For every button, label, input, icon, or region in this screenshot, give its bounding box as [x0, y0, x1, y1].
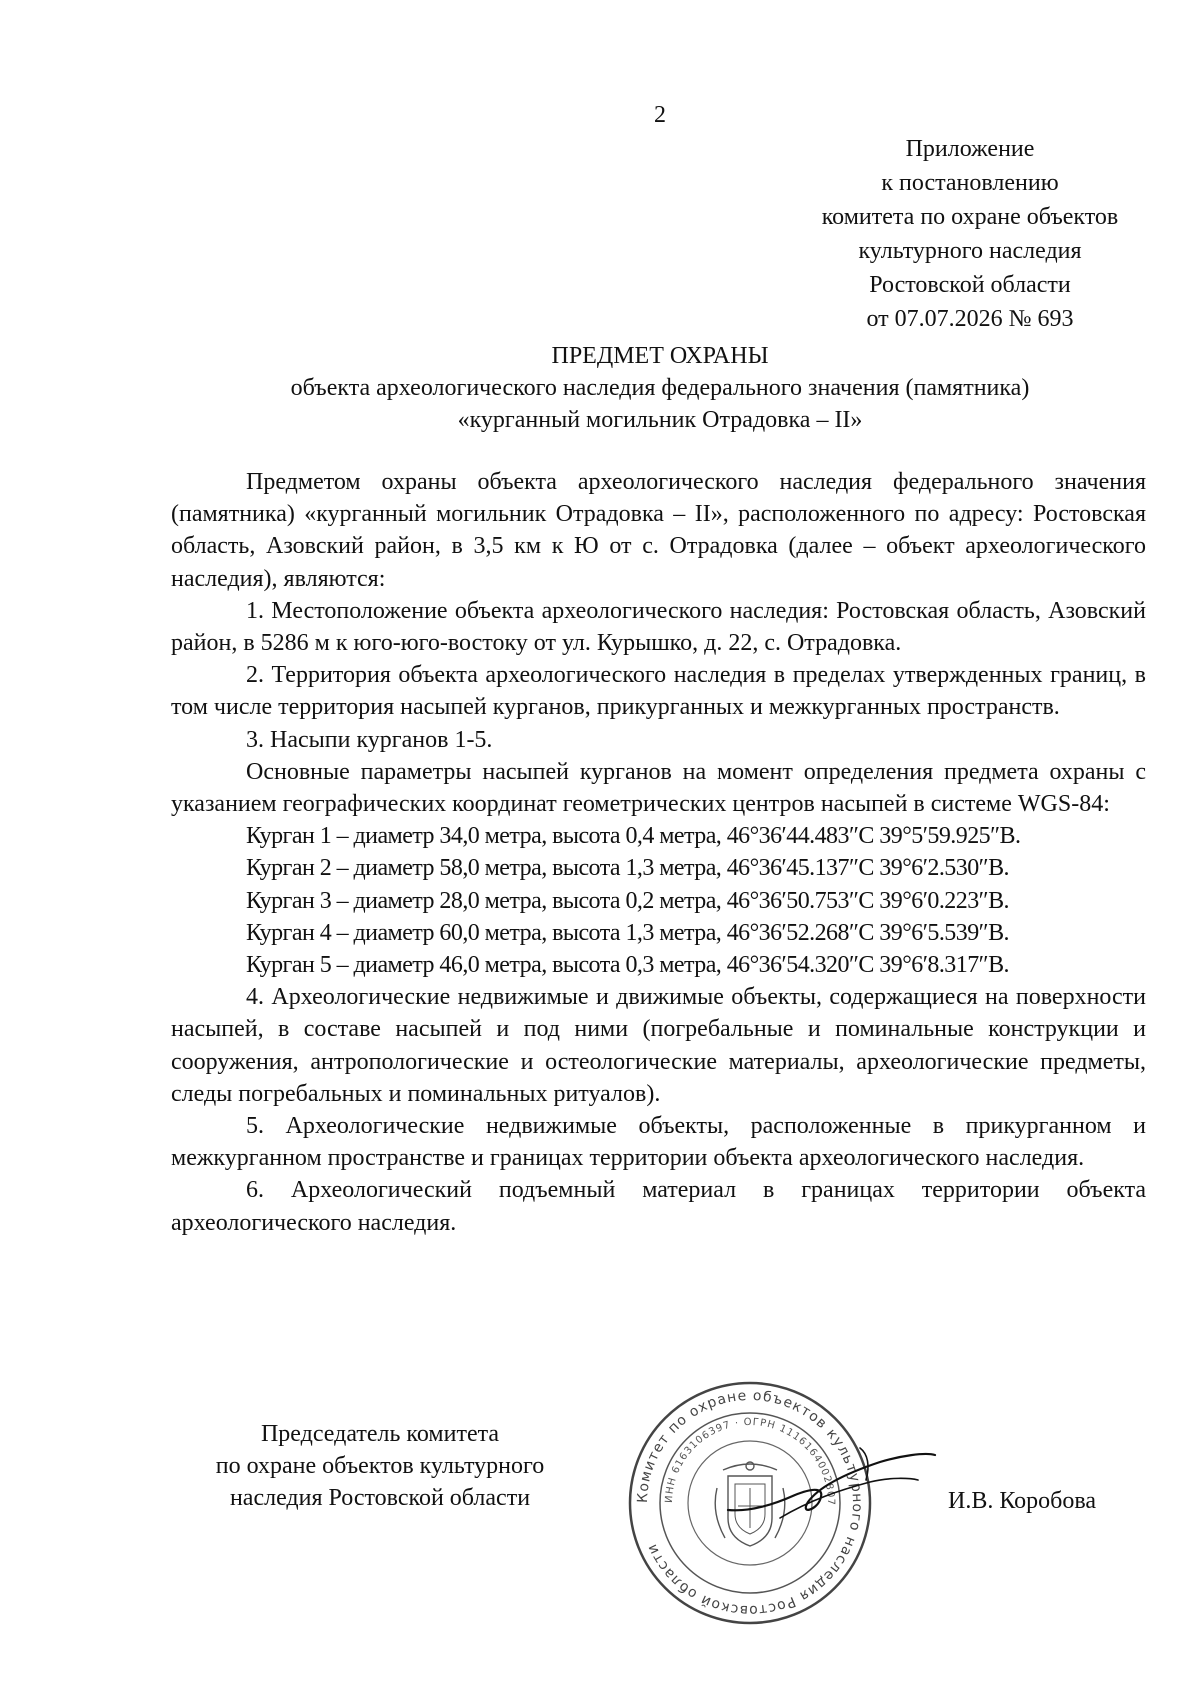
- item-5-objects: 5. Археологические недвижимые объекты, расположенные в прикурганном и межкурганном пространстве и границах территории объекта археологического наследия.: [171, 1113, 1146, 1172]
- page-number: 2: [654, 102, 666, 128]
- signatory-position-line: по охране объектов культурного: [215, 1453, 545, 1479]
- item-3-mounds: 3. Насыпи курганов 1-5.: [246, 726, 493, 753]
- intro-paragraph: Предметом охраны объекта археологического наследия федерального значения (памятника) «курганный могильник Отрадовка – II», расположенного по адресу: Ростовская область, Азовский район, в 3,5 км к Ю от с. Отрадовка (далее – объект археологического наследия), являются:: [171, 469, 1146, 592]
- kurgan-3-line: Курган 3 – диаметр 28,0 метра, высота 0,2 метра, 46°36′50.753″С 39°6′0.223″В.: [246, 887, 1009, 914]
- kurgan-4-line: Курган 4 – диаметр 60,0 метра, высота 1,3 метра, 46°36′52.268″С 39°6′5.539″В.: [246, 919, 1009, 946]
- kurgan-2-line: Курган 2 – диаметр 58,0 метра, высота 1,3 метра, 46°36′45.137″С 39°6′2.530″В.: [246, 855, 1009, 882]
- kurgan-5-line: Курган 5 – диаметр 46,0 метра, высота 0,3 метра, 46°36′54.320″С 39°6′8.317″В.: [246, 952, 1009, 979]
- title-object-name: «курганный могильник Отрадовка – II»: [457, 407, 863, 433]
- signatory-name: И.В. Коробова: [948, 1488, 1097, 1514]
- document-body: [171, 466, 1146, 1239]
- handwritten-signature: [720, 1440, 945, 1545]
- appendix-line: Приложение: [905, 136, 1035, 162]
- signatory-position: [170, 1418, 590, 1514]
- item-6-material: 6. Археологический подъемный материал в границах территории объекта археологического наследия.: [171, 1177, 1146, 1236]
- item-4-objects: 4. Археологические недвижимые и движимые объекты, содержащиеся на поверхности насыпей, в составе насыпей и под ними (погребальные и поминальные конструкции и сооружения, антропологические и остеологические материалы, археологические предметы, следы погребальных и поминальных ритуалов).: [171, 984, 1146, 1107]
- seal-inner-text: ИНН 6163106397 · ОГРН 1116164002807: [663, 1416, 837, 1507]
- appendix-date-number: от 07.07.2026 № 693: [866, 306, 1074, 332]
- appendix-line: культурного наследия: [858, 238, 1082, 264]
- title-heading: ПРЕДМЕТ ОХРАНЫ: [551, 343, 769, 369]
- title-subtitle: объекта археологического наследия федерального значения (памятника): [290, 375, 1030, 401]
- appendix-line: к постановлению: [881, 170, 1059, 196]
- appendix-line: Ростовской области: [869, 272, 1071, 298]
- appendix-line: комитета по охране объектов: [821, 204, 1119, 230]
- seal-outer-text: Комитет по охране объектов культурного наследия Ростовской области: [634, 1387, 866, 1619]
- appendix-header: [760, 132, 1180, 336]
- item-1-location: 1. Местоположение объекта археологического наследия: Ростовская область, Азовский район, в 5286 м к юго-юго-востоку от ул. Курышко, д. 22, с. Отрадовка.: [171, 597, 1146, 657]
- kurgan-1-line: Курган 1 – диаметр 34,0 метра, высота 0,4 метра, 46°36′44.483″С 39°5′59.925″В.: [246, 823, 1021, 850]
- item-2-territory: 2. Территория объекта археологического наследия в пределах утвержденных границ, в том числе территория насыпей курганов, прикурганных и межкурганных пространств.: [171, 662, 1146, 721]
- params-intro: Основные параметры насыпей курганов на момент определения предмета охраны с указанием географических координат геометрических центров насыпей в системе WGS-84:: [171, 758, 1146, 818]
- document-title: [170, 340, 1150, 436]
- signatory-position-line: наследия Ростовской области: [229, 1485, 531, 1511]
- signatory-position-line: Председатель комитета: [260, 1421, 500, 1447]
